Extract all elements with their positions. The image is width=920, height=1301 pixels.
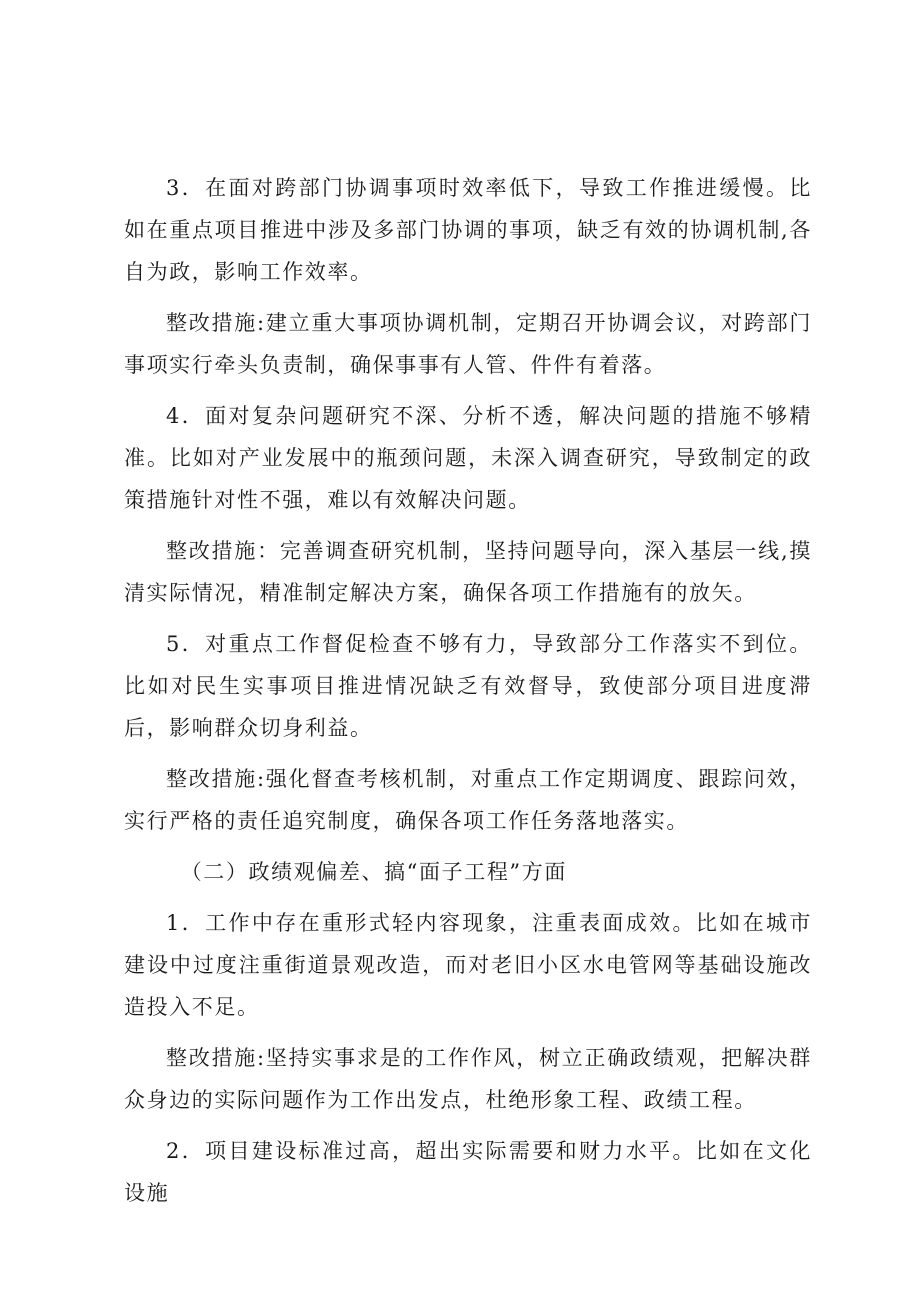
document-body — [124, 167, 812, 1223]
issue-5-paragraph: 5．对重点工作督促检查不够有力，导致部分工作落实不到位。比如对民生实事项目推进情况缺乏有效督导，致使部分项目进度滞后，影响群众切身利益。 — [124, 632, 812, 740]
section-2-issue-2-paragraph: 2．项目建设标准过高，超出实际需要和财力水平。比如在文化设施 — [124, 1139, 812, 1205]
issue-4-paragraph: 4．面对复杂问题研究不深、分析不透，解决问题的措施不够精准。比如对产业发展中的瓶颈问题，未深入调查研究，导致制定的政策措施针对性不强，难以有效解决问题。 — [124, 404, 812, 512]
section-heading: （二）政绩观偏差、搞“面子工程”方面 — [180, 860, 567, 884]
issue-4-rectification-paragraph: 整改措施：完善调查研究机制，坚持问题导向，深入基层一线,摸清实际情况，精准制定解决方案，确保各项工作措施有的放矢。 — [124, 539, 812, 605]
issue-3-paragraph: 3．在面对跨部门协调事项时效率低下，导致工作推进缓慢。比如在重点项目推进中涉及多部门协调的事项，缺乏有效的协调机制,各自为政，影响工作效率。 — [124, 176, 812, 284]
section-2-issue-1-rectification-paragraph: 整改措施:坚持实事求是的工作作风，树立正确政绩观，把解决群众身边的实际问题作为工作出发点，杜绝形象工程、政绩工程。 — [124, 1046, 812, 1112]
issue-3-rectification-paragraph: 整改措施:建立重大事项协调机制，定期召开协调会议，对跨部门事项实行牵头负责制，确保事事有人管、件件有着落。 — [124, 311, 812, 377]
issue-5-rectification-paragraph: 整改措施:强化督查考核机制，对重点工作定期调度、跟踪问效，实行严格的责任追究制度，确保各项工作任务落地落实。 — [124, 767, 812, 833]
section-2-issue-1-paragraph: 1．工作中存在重形式轻内容现象，注重表面成效。比如在城市建设中过度注重街道景观改造，而对老旧小区水电管网等基础设施改造投入不足。 — [124, 911, 812, 1019]
